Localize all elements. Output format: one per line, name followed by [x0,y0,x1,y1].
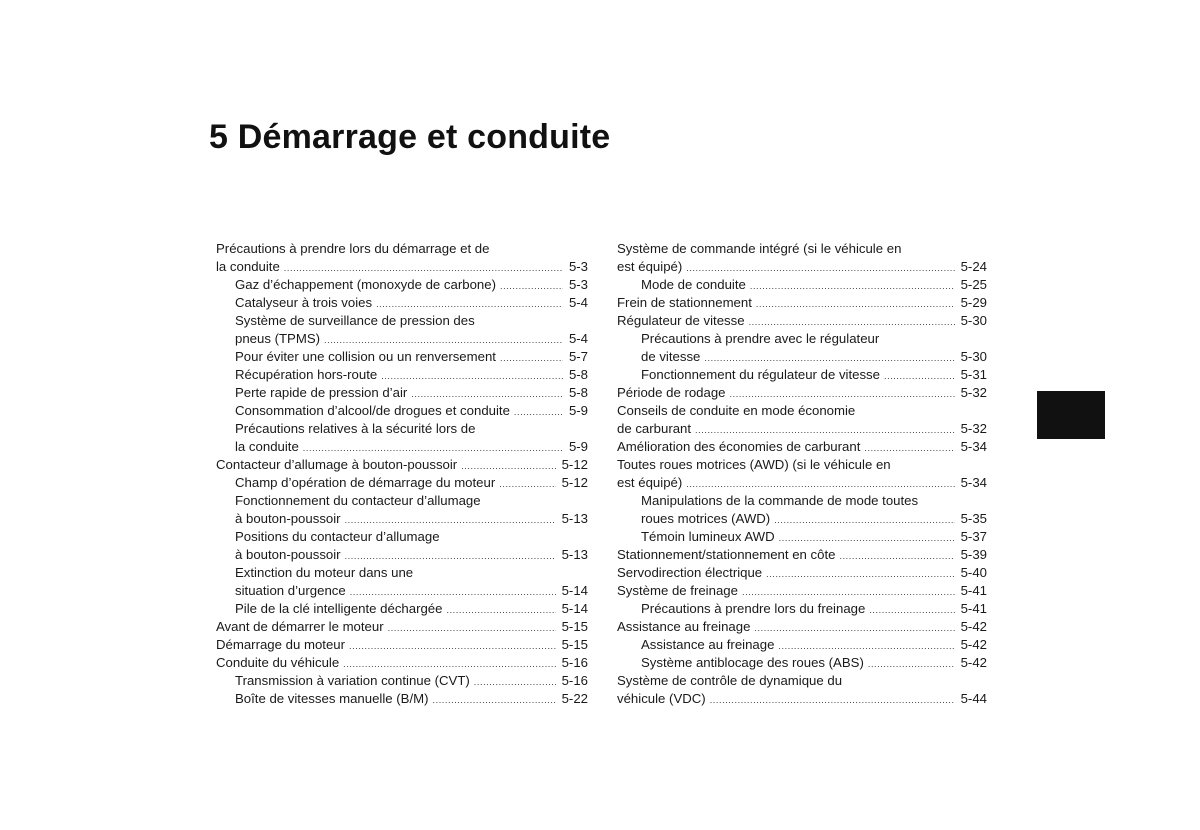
dot-leader [864,439,954,457]
toc-entry-row [617,312,987,330]
toc-entry-row [617,690,987,708]
toc-page-number: 5-32 [960,421,987,436]
toc-entry[interactable] [617,438,987,456]
toc-entry-row [617,618,987,636]
toc-entry-text: Perte rapide de pression d’air [235,385,408,400]
toc-entry-text: de carburant [617,421,692,436]
dot-leader [499,475,555,493]
toc-page-number: 5-12 [561,457,588,472]
toc-entry[interactable] [617,564,987,582]
dot-leader [778,637,954,655]
toc-page-number: 5-31 [960,367,987,382]
toc-entry-text: situation d’urgence [235,583,346,598]
toc-entry-text: Précautions à prendre avec le régulateur [641,331,880,346]
toc-page-number: 5-8 [568,385,588,400]
toc-page-number: 5-4 [568,295,588,310]
toc-entry-text: Période de rodage [617,385,726,400]
toc-entry[interactable] [617,240,987,276]
toc-entry-text: pneus (TPMS) [235,331,321,346]
toc-entry-text: Système antiblocage des roues (ABS) [641,655,864,670]
dot-leader [869,601,954,619]
dot-leader [500,349,563,367]
toc-entry[interactable] [617,546,987,564]
toc-page-number: 5-30 [960,349,987,364]
toc-entry-row [617,546,987,564]
toc-entry-row [235,366,588,384]
toc-page-number: 5-9 [568,439,588,454]
toc-subentry[interactable] [216,402,588,420]
toc-entry[interactable] [216,240,588,276]
toc-entry-text: Précautions relatives à la sécurité lors de [235,421,476,436]
toc-page-number: 5-29 [960,295,987,310]
dot-leader [884,367,955,385]
toc-entry-row [216,654,588,672]
toc-page-number: 5-40 [960,565,987,580]
dot-leader [433,691,556,709]
toc-entry-text: Système de surveillance de pression des [235,313,475,328]
toc-entry-text: Régulateur de vitesse [617,313,745,328]
toc-subentry[interactable] [617,654,987,672]
dot-leader [868,655,955,673]
dot-leader [754,619,954,637]
toc-entry-text: Consommation d’alcool/de drogues et conduite [235,403,510,418]
toc-entry-text: Conseils de conduite en mode économie [617,403,856,418]
toc-subentry[interactable] [216,672,588,690]
dot-leader [686,475,954,493]
toc-entry-text: Système de contrôle de dynamique du [617,673,843,688]
toc-page-number: 5-41 [960,583,987,598]
toc-entry-text: la conduite [216,259,280,274]
toc-entry-row [641,654,987,672]
toc-entry-row [235,330,588,348]
dot-leader [710,691,955,709]
toc-page-number: 5-44 [960,691,987,706]
toc-entry-text: Assistance au freinage [617,619,751,634]
toc-entry-text: Stationnement/stationnement en côte [617,547,836,562]
toc-subentry[interactable] [216,294,588,312]
toc-entry-row [617,384,987,402]
toc-entry-row [235,546,588,564]
toc-entry-text: à bouton-poussoir [235,547,341,562]
toc-subentry[interactable] [216,384,588,402]
toc-entry[interactable] [617,294,987,312]
toc-entry-row [617,438,987,456]
toc-entry-text: Fonctionnement du régulateur de vitesse [641,367,880,382]
dot-leader [704,349,954,367]
dot-leader [388,619,556,637]
toc-entry-text: Précautions à prendre lors du freinage [641,601,866,616]
toc-entry-row [235,582,588,600]
toc-page-number: 5-24 [960,259,987,274]
toc-entry-row [235,276,588,294]
toc-entry[interactable] [216,618,588,636]
toc-subentry[interactable] [617,492,987,528]
toc-entry-text: Témoin lumineux AWD [641,529,775,544]
toc-entry-text: Contacteur d’allumage à bouton-poussoir [216,457,458,472]
dot-leader [756,295,955,313]
toc-entry-row [617,474,987,492]
toc-entry-row [617,420,987,438]
toc-entry-text: roues motrices (AWD) [641,511,771,526]
toc-entry-row [235,510,588,528]
toc-subentry[interactable] [617,636,987,654]
toc-entry-row [216,456,588,474]
dot-leader [750,277,955,295]
toc-entry-row [235,438,588,456]
toc-page-number: 5-42 [960,637,987,652]
toc-page-number: 5-7 [568,349,588,364]
dot-leader [695,421,955,439]
toc-entry-row [617,258,987,276]
toc-subentry[interactable] [216,528,588,564]
toc-entry-row [235,672,588,690]
toc-entry-row [235,348,588,366]
toc-page-number: 5-37 [960,529,987,544]
chapter-tab-marker [1037,391,1105,439]
dot-leader [774,511,954,529]
toc-entry-row [235,690,588,708]
toc-entry[interactable] [617,618,987,636]
toc-subentry[interactable] [216,564,588,600]
toc-entry-text: véhicule (VDC) [617,691,706,706]
dot-leader [324,331,563,349]
toc-page-number: 5-16 [561,673,588,688]
toc-subentry[interactable] [216,348,588,366]
toc-entry[interactable] [617,402,987,438]
toc-entry-text: Gaz d’échappement (monoxyde de carbone) [235,277,496,292]
toc-page-number: 5-34 [960,439,987,454]
toc-page-number: 5-42 [960,619,987,634]
toc-entry-text: Boîte de vitesses manuelle (B/M) [235,691,429,706]
toc-entry-text: Catalyseur à trois voies [235,295,373,310]
toc-page-number: 5-13 [561,511,588,526]
toc-page-number: 5-8 [568,367,588,382]
toc-entry-text: Démarrage du moteur [216,637,346,652]
dot-leader [411,385,563,403]
toc-page-number: 5-14 [561,583,588,598]
toc-subentry[interactable] [216,690,588,708]
toc-right-column [617,240,987,708]
toc-entry-text: à bouton-poussoir [235,511,341,526]
toc-entry-text: Mode de conduite [641,277,746,292]
toc-entry-text: Récupération hors-route [235,367,378,382]
dot-leader [284,259,563,277]
dot-leader [742,583,955,601]
toc-subentry[interactable] [216,420,588,456]
toc-entry-text: Frein de stationnement [617,295,752,310]
toc-subentry[interactable] [216,312,588,348]
toc-entry-text: Servodirection électrique [617,565,763,580]
toc-entry-row [641,276,987,294]
dot-leader [779,529,955,547]
toc-entry-row [617,294,987,312]
toc-page-number: 5-32 [960,385,987,400]
dot-leader [345,547,556,565]
dot-leader [514,403,563,421]
toc-entry-row [617,564,987,582]
toc-entry-text: Fonctionnement du contacteur d’allumage [235,493,481,508]
toc-page-number: 5-41 [960,601,987,616]
toc-entry-text: Système de commande intégré (si le véhicule en [617,241,902,256]
toc-entry-text: est équipé) [617,259,683,274]
toc-entry[interactable] [216,654,588,672]
dot-leader [749,313,955,331]
toc-entry-text: Pour éviter une collision ou un renversement [235,349,496,364]
dot-leader [345,511,556,529]
toc-entry-row [216,258,588,276]
toc-page-number: 5-25 [960,277,987,292]
toc-entry-text: Conduite du véhicule [216,655,340,670]
page-title: 5 Démarrage et conduite [209,118,611,156]
dot-leader [381,367,563,385]
dot-leader [303,439,563,457]
toc-subentry[interactable] [617,600,987,618]
toc-entry-text: Précautions à prendre lors du démarrage et de [216,241,490,256]
toc-entry-row [641,636,987,654]
dot-leader [474,673,556,691]
toc-entry-row [641,510,987,528]
toc-entry-row [641,348,987,366]
toc-page-number: 5-39 [960,547,987,562]
toc-entry-text: de vitesse [641,349,701,364]
dot-leader [500,277,563,295]
toc-page-number: 5-3 [568,277,588,292]
toc-page-number: 5-34 [960,475,987,490]
toc-entry-row [235,294,588,312]
toc-page-number: 5-35 [960,511,987,526]
toc-subentry[interactable] [216,276,588,294]
toc-page-number: 5-13 [561,547,588,562]
toc-entry-row [216,618,588,636]
toc-entry[interactable] [617,582,987,600]
toc-subentry[interactable] [216,600,588,618]
toc-page-number: 5-4 [568,331,588,346]
toc-page-number: 5-15 [561,637,588,652]
toc-subentry[interactable] [617,276,987,294]
dot-leader [461,457,555,475]
toc-page-number: 5-12 [561,475,588,490]
dot-leader [350,583,556,601]
dot-leader [343,655,555,673]
toc-page-number: 5-3 [568,259,588,274]
toc-subentry[interactable] [216,492,588,528]
dot-leader [349,637,556,655]
dot-leader [766,565,954,583]
toc-entry-text: Pile de la clé intelligente déchargée [235,601,443,616]
toc-page-number: 5-42 [960,655,987,670]
toc-subentry[interactable] [216,366,588,384]
toc-page-number: 5-22 [561,691,588,706]
toc-entry-row [235,402,588,420]
toc-entry-text: Assistance au freinage [641,637,775,652]
dot-leader [446,601,555,619]
toc-entry-text: Champ d’opération de démarrage du moteur [235,475,496,490]
toc-entry-row [641,600,987,618]
toc-page-number: 5-9 [568,403,588,418]
dot-leader [730,385,955,403]
toc-entry-text: Toutes roues motrices (AWD) (si le véhicule en [617,457,891,472]
toc-entry-row [235,474,588,492]
toc-entry-text: est équipé) [617,475,683,490]
toc-entry[interactable] [617,384,987,402]
toc-entry-row [617,582,987,600]
toc-entry-row [641,366,987,384]
toc-entry-text: la conduite [235,439,299,454]
toc-entry[interactable] [617,456,987,492]
toc-entry-text: Extinction du moteur dans une [235,565,414,580]
toc-page-number: 5-14 [561,601,588,616]
toc-entry-text: Positions du contacteur d’allumage [235,529,440,544]
dot-leader [686,259,954,277]
toc-page-number: 5-30 [960,313,987,328]
toc-entry-text: Avant de démarrer le moteur [216,619,384,634]
dot-leader [376,295,563,313]
toc-page-number: 5-16 [561,655,588,670]
toc-entry[interactable] [617,672,987,708]
dot-leader [839,547,954,565]
toc-entry-row [216,636,588,654]
toc-subentry[interactable] [617,330,987,366]
toc-entry-text: Transmission à variation continue (CVT) [235,673,470,688]
toc-entry-row [235,600,588,618]
toc-entry-text: Amélioration des économies de carburant [617,439,861,454]
toc-subentry[interactable] [617,528,987,546]
toc-entry[interactable] [617,312,987,330]
toc-entry-text: Manipulations de la commande de mode toutes [641,493,919,508]
toc-entry[interactable] [216,636,588,654]
toc-entry-row [641,528,987,546]
toc-subentry[interactable] [617,366,987,384]
toc-left-column [216,240,588,708]
toc-entry[interactable] [216,456,588,474]
toc-entry-row [235,384,588,402]
toc-page-number: 5-15 [561,619,588,634]
toc-subentry[interactable] [216,474,588,492]
toc-entry-text: Système de freinage [617,583,738,598]
